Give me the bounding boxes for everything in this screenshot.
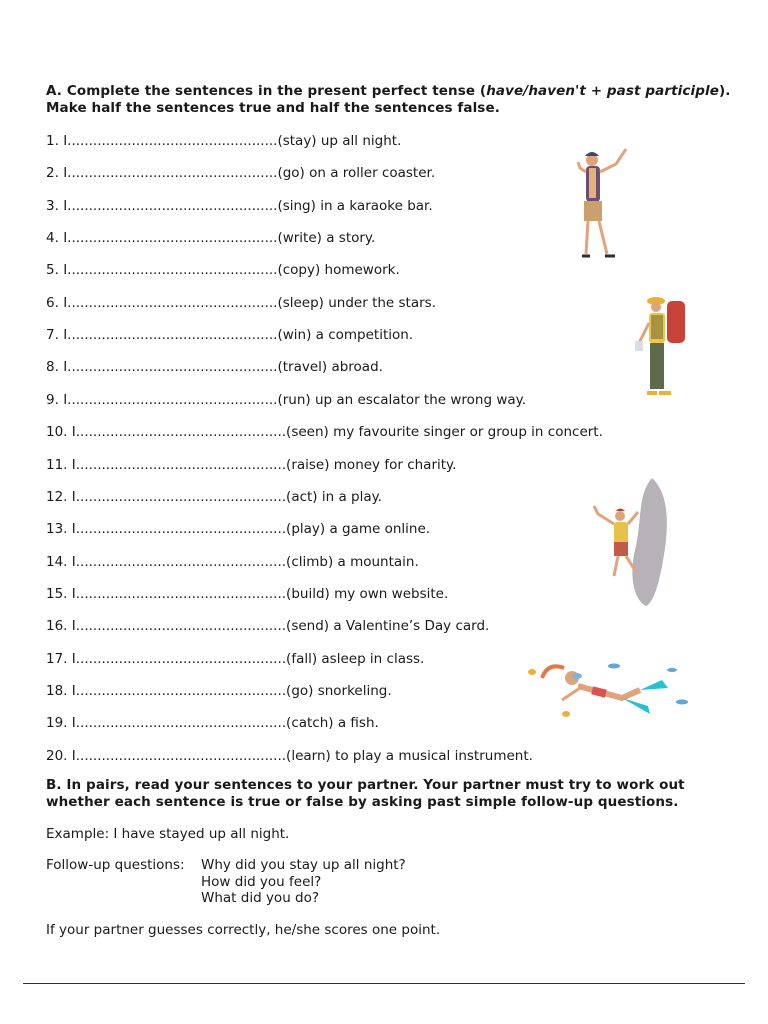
scoring-rule: If your partner guesses correctly, he/she scores one point. [46,922,441,938]
sentence-item [46,521,430,537]
sentence-number: 10. [46,424,68,440]
sentence-number: 17. [46,651,68,667]
sentence-text: (sleep) under the stars. [277,295,436,311]
sentence-text: (seen) my favourite singer or group in concert. [286,424,603,440]
sentence-text: (send) a Valentine’s Day card. [286,618,490,634]
sentence-item [46,327,413,343]
sentence-text: (learn) to play a musical instrument. [286,748,533,764]
sentence-number: 11. [46,457,68,473]
footer-divider [23,983,745,984]
followup-question: Why did you stay up all night? [201,857,406,873]
answer-blank: I................................................. [63,295,278,311]
answer-blank: I................................................. [63,392,278,408]
sentence-item [46,262,400,278]
section-a-instructions: A. Complete the sentences in the present perfect tense (have/haven't + past participle). Make half the sentences true and half the sentences false. [46,83,731,116]
sentence-item [46,295,436,311]
answer-blank: I................................................. [71,521,287,537]
sentence-text: (catch) a fish. [286,715,379,731]
sentence-text: (go) snorkeling. [286,683,392,699]
sentence-number: 19. [46,715,68,731]
answer-blank: I................................................. [71,715,287,731]
sentence-number: 9. [46,392,59,408]
answer-blank: I................................................. [63,359,278,375]
karaoke-singer-illustration [572,146,636,262]
answer-blank: I................................................. [71,424,287,440]
answer-blank: I................................................. [71,683,287,699]
sentence-item [46,230,375,246]
sentence-text: (sing) in a karaoke bar. [277,198,433,214]
sentence-item [46,586,448,602]
rock-climber-illustration [590,476,672,608]
sentence-item [46,489,382,505]
sentence-text: (build) my own website. [286,586,449,602]
sentence-number: 13. [46,521,68,537]
sentence-text: (write) a story. [277,230,376,246]
sentence-item [46,683,392,699]
answer-blank: I................................................. [71,489,287,505]
sentence-text: (play) a game online. [286,521,431,537]
sentence-number: 8. [46,359,59,375]
answer-blank: I................................................. [63,262,278,278]
sentence-number: 18. [46,683,68,699]
sentence-text: (run) up an escalator the wrong way. [277,392,527,408]
answer-blank: I................................................. [63,230,278,246]
followup-question: How did you feel? [201,874,322,890]
answer-blank: I................................................. [71,651,287,667]
answer-blank: I................................................. [63,198,278,214]
answer-blank: I................................................. [71,586,287,602]
sentence-number: 3. [46,198,59,214]
sentence-text: (raise) money for charity. [286,457,457,473]
sentence-item [46,392,526,408]
sentence-item [46,133,401,149]
answer-blank: I................................................. [63,165,278,181]
sentence-item [46,748,533,764]
sentence-number: 6. [46,295,59,311]
example-sentence: Example: I have stayed up all night. [46,826,290,842]
sentence-item [46,715,379,731]
followup-question: What did you do? [201,890,320,906]
sentence-number: 7. [46,327,59,343]
sentence-text: (copy) homework. [277,262,400,278]
sentence-number: 4. [46,230,59,246]
sentence-item [46,424,603,440]
section-b-instructions: B. In pairs, read your sentences to your partner. Your partner must try to work out whether each sentence is true or false by asking past simple follow-up questions. [46,777,685,810]
sentence-text: (go) on a roller coaster. [277,165,436,181]
sentence-item [46,198,433,214]
sentence-number: 1. [46,133,59,149]
sentence-text: (fall) asleep in class. [286,651,425,667]
sentence-text: (act) in a play. [286,489,382,505]
sentence-text: (stay) up all night. [277,133,402,149]
sentence-number: 20. [46,748,68,764]
sentence-item [46,651,424,667]
sentence-item [46,457,456,473]
answer-blank: I................................................. [71,618,287,634]
sentence-number: 16. [46,618,68,634]
sentence-number: 2. [46,165,59,181]
sentence-item [46,359,383,375]
answer-blank: I................................................. [63,327,278,343]
sentence-item [46,554,419,570]
answer-blank: I................................................. [71,748,287,764]
sentence-number: 5. [46,262,59,278]
sentence-item [46,618,489,634]
sentence-item [46,165,435,181]
snorkeler-illustration [522,652,694,724]
hiker-illustration [633,293,693,403]
followup-label: Follow-up questions: [46,857,185,873]
sentence-number: 14. [46,554,68,570]
answer-blank: I................................................. [63,133,278,149]
sentence-number: 15. [46,586,68,602]
sentence-number: 12. [46,489,68,505]
sentence-text: (climb) a mountain. [286,554,419,570]
answer-blank: I................................................. [71,554,287,570]
sentence-text: (travel) abroad. [277,359,383,375]
sentence-text: (win) a competition. [277,327,414,343]
answer-blank: I................................................. [71,457,287,473]
